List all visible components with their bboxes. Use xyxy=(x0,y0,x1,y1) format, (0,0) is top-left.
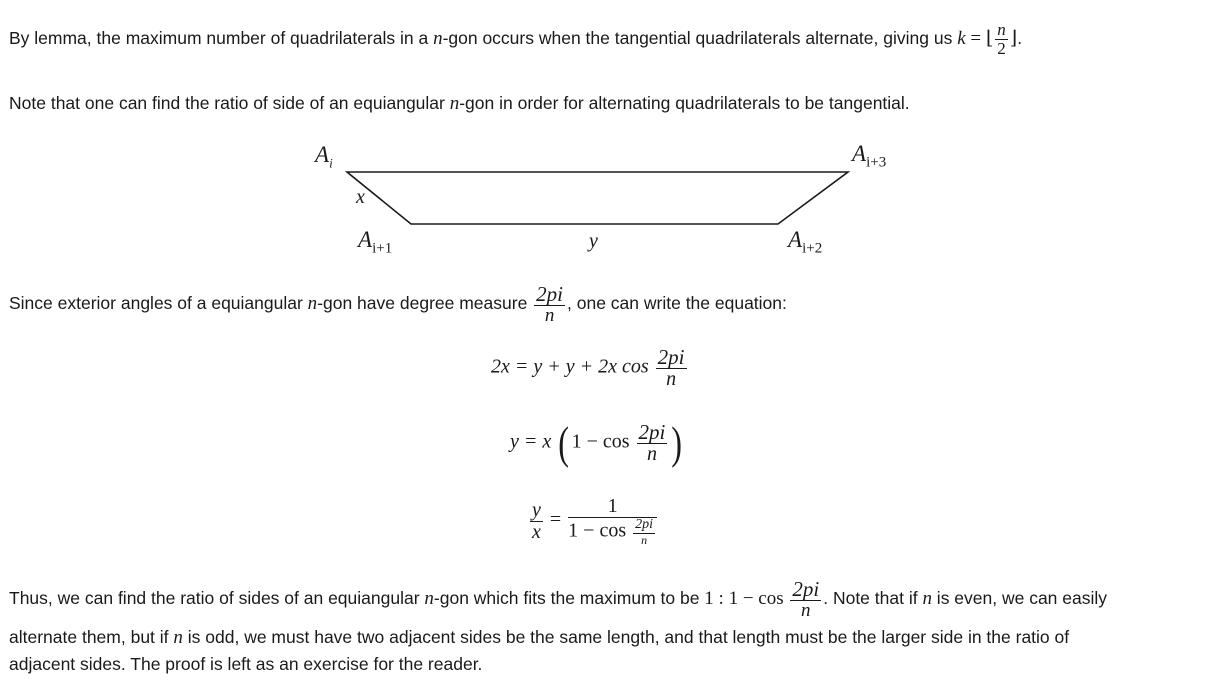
label-a-i3: $A_{i+3}$ xyxy=(852,141,887,171)
fraction-numerator: 1 xyxy=(568,496,657,518)
math-fraction xyxy=(656,346,687,390)
fraction-denominator: n xyxy=(544,305,555,327)
text: -gon have degree measure xyxy=(317,293,533,314)
equation-lhs: y = x xyxy=(510,430,557,453)
floor-left: ⌊ xyxy=(985,27,994,49)
text: adjacent sides. The proof is left as an exercise for the reader. xyxy=(9,654,483,674)
equation-lhs: 2x = y + y + 2x cos xyxy=(491,355,654,378)
label-a-i2: $A_{i+2}$ xyxy=(788,227,823,257)
math-fraction xyxy=(637,421,668,465)
text: Note that one can find the ratio of side of an equiangular xyxy=(9,93,450,113)
math-n: n xyxy=(922,588,932,610)
math-fraction xyxy=(568,496,657,546)
text: -gon which fits the maximum to be xyxy=(433,588,705,609)
fraction-denominator: 2 xyxy=(997,38,1006,58)
fraction-denominator: n xyxy=(666,368,677,391)
fraction-denominator: n xyxy=(801,600,811,622)
math-n: n xyxy=(424,588,434,610)
text: is even, we can easily xyxy=(931,588,1108,609)
math-n: n xyxy=(449,93,460,114)
equals: = xyxy=(544,508,567,531)
math-n: n xyxy=(173,627,183,648)
label-y: y xyxy=(589,230,598,252)
paragraph-conclusion-rest xyxy=(9,624,1199,677)
fraction-denominator: 1 − cos $\frac{2pi}{n}$ xyxy=(568,517,654,547)
trapezoid-shape xyxy=(347,172,848,224)
math-fraction xyxy=(534,283,565,326)
paragraph-exterior xyxy=(9,283,787,326)
text: . xyxy=(1017,27,1023,48)
paragraph-conclusion-line1 xyxy=(9,578,1107,621)
left-paren: ( xyxy=(558,417,570,468)
fraction-denominator: n xyxy=(646,443,657,466)
math-k: k xyxy=(957,27,966,49)
label-x: x xyxy=(356,186,365,208)
fraction-numerator: y xyxy=(532,498,541,521)
math-n: n xyxy=(433,27,443,49)
fraction-numerator: 2pi xyxy=(638,419,666,444)
equation-1 xyxy=(491,346,689,390)
math-fraction xyxy=(530,500,543,543)
label-a-i1: $A_{i+1}$ xyxy=(358,227,393,257)
equation-term: 1 − cos xyxy=(571,430,635,453)
equation-3 xyxy=(528,496,659,546)
text: Thus, we can find the ratio of sides of an equiangular xyxy=(9,588,425,609)
fraction-numerator: 2pi xyxy=(536,282,564,306)
equation-2 xyxy=(510,417,685,468)
text: -gon occurs when the tangential quadrilaterals alternate, giving us xyxy=(442,27,958,48)
fraction-numerator: 2pi xyxy=(792,577,820,601)
math-fraction xyxy=(790,578,821,621)
right-paren: ) xyxy=(671,417,683,468)
fraction-numerator: n xyxy=(997,20,1006,39)
math-n: n xyxy=(307,293,318,315)
text: -gon in order for alternating quadrilaterals to be tangential. xyxy=(459,93,910,113)
label-a-i: $A_i$ xyxy=(315,142,333,171)
text: By lemma, the maximum number of quadrilaterals in a xyxy=(9,27,434,48)
text: is odd, we must have two adjacent sides be the same length, and that length must be the larger side in the ratio of xyxy=(182,627,1070,647)
fraction-denominator: x xyxy=(532,520,541,543)
math-ratio: 1 : 1 − cos xyxy=(704,588,789,610)
math-equals: = xyxy=(965,27,986,49)
text: . Note that if xyxy=(823,588,923,609)
text: , one can write the equation: xyxy=(567,293,787,314)
fraction-numerator: 2pi xyxy=(657,345,685,369)
floor-right: ⌋ xyxy=(1009,27,1018,49)
text: alternate them, but if xyxy=(9,627,174,647)
text: Since exterior angles of a equiangular xyxy=(9,293,308,314)
